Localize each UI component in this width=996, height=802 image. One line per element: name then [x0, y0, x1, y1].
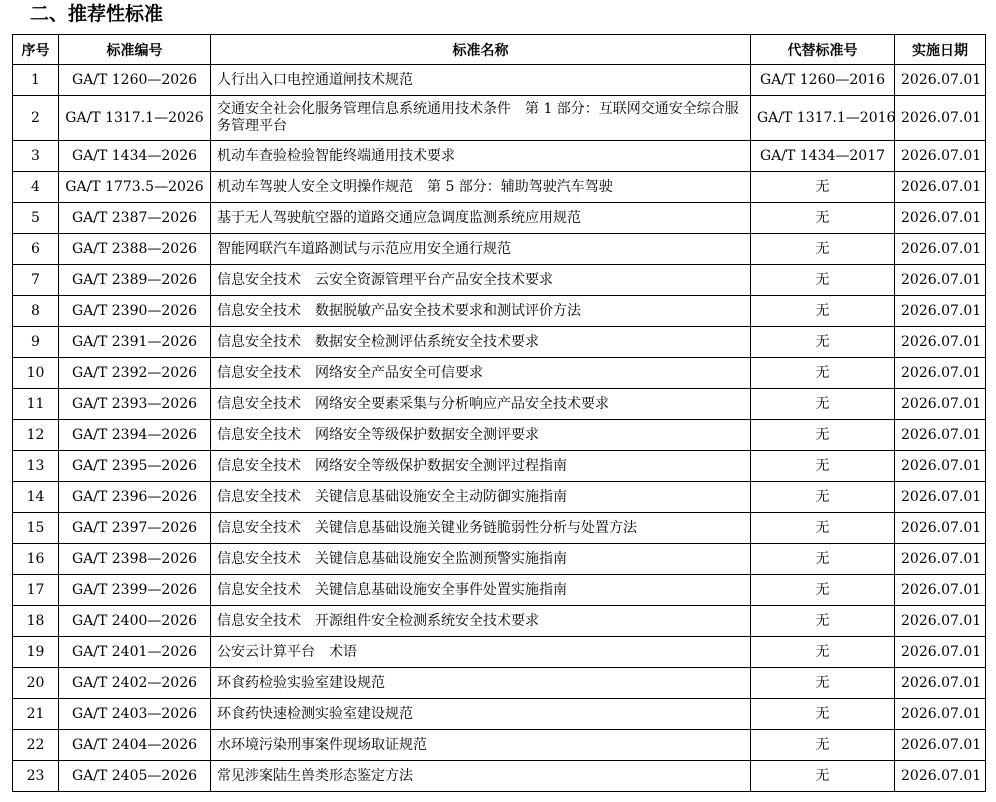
cell-date: 2026.07.01: [895, 544, 986, 575]
cell-replaces: 无: [751, 234, 895, 265]
cell-code: GA/T 1434—2026: [59, 141, 211, 172]
cell-name: 基于无人驾驶航空器的道路交通应急调度监测系统应用规范: [211, 203, 751, 234]
table-row: [13, 358, 986, 389]
cell-code: GA/T 2400—2026: [59, 606, 211, 637]
cell-date: 2026.07.01: [895, 575, 986, 606]
cell-date: 2026.07.01: [895, 358, 986, 389]
cell-date: 2026.07.01: [895, 513, 986, 544]
cell-replaces: 无: [751, 327, 895, 358]
cell-no: 10: [13, 358, 59, 389]
cell-date: 2026.07.01: [895, 327, 986, 358]
table-row: [13, 544, 986, 575]
cell-date: 2026.07.01: [895, 203, 986, 234]
cell-replaces: 无: [751, 451, 895, 482]
table-row: [13, 65, 986, 96]
cell-date: 2026.07.01: [895, 265, 986, 296]
cell-name: 信息安全技术 云安全资源管理平台产品安全技术要求: [211, 265, 751, 296]
table-row: [13, 96, 986, 141]
cell-date: 2026.07.01: [895, 420, 986, 451]
cell-replaces: GA/T 1434—2017: [751, 141, 895, 172]
cell-date: 2026.07.01: [895, 172, 986, 203]
cell-name: 环食药检验实验室建设规范: [211, 668, 751, 699]
cell-replaces: 无: [751, 637, 895, 668]
cell-no: 5: [13, 203, 59, 234]
table-row: [13, 172, 986, 203]
cell-replaces: 无: [751, 606, 895, 637]
cell-replaces: 无: [751, 296, 895, 327]
header-no: 序号: [13, 35, 59, 65]
table-row: [13, 575, 986, 606]
cell-no: 11: [13, 389, 59, 420]
cell-date: 2026.07.01: [895, 141, 986, 172]
cell-code: GA/T 2392—2026: [59, 358, 211, 389]
cell-name: 人行出入口电控通道闸技术规范: [211, 65, 751, 96]
cell-no: 20: [13, 668, 59, 699]
cell-replaces: GA/T 1317.1—2016: [751, 96, 895, 141]
cell-code: GA/T 1260—2026: [59, 65, 211, 96]
table-row: [13, 699, 986, 730]
cell-date: 2026.07.01: [895, 389, 986, 420]
standards-table: [12, 34, 986, 792]
cell-replaces: 无: [751, 482, 895, 513]
table-row: [13, 761, 986, 792]
table-row: [13, 730, 986, 761]
cell-name: 公安云计算平台 术语: [211, 637, 751, 668]
cell-code: GA/T 1317.1—2026: [59, 96, 211, 141]
cell-no: 1: [13, 65, 59, 96]
cell-no: 6: [13, 234, 59, 265]
cell-name: 信息安全技术 数据安全检测评估系统安全技术要求: [211, 327, 751, 358]
cell-date: 2026.07.01: [895, 668, 986, 699]
cell-replaces: 无: [751, 699, 895, 730]
cell-date: 2026.07.01: [895, 296, 986, 327]
cell-code: GA/T 2403—2026: [59, 699, 211, 730]
cell-name: 信息安全技术 网络安全等级保护数据安全测评要求: [211, 420, 751, 451]
table-row: [13, 141, 986, 172]
cell-code: GA/T 1773.5—2026: [59, 172, 211, 203]
cell-name: 交通安全社会化服务管理信息系统通用技术条件 第 1 部分：互联网交通安全综合服务管理平台: [211, 96, 751, 141]
cell-no: 22: [13, 730, 59, 761]
cell-name: 机动车查验检验智能终端通用技术要求: [211, 141, 751, 172]
cell-no: 13: [13, 451, 59, 482]
cell-name: 信息安全技术 网络安全等级保护数据安全测评过程指南: [211, 451, 751, 482]
table-body: [13, 65, 986, 792]
cell-code: GA/T 2399—2026: [59, 575, 211, 606]
cell-code: GA/T 2391—2026: [59, 327, 211, 358]
cell-no: 23: [13, 761, 59, 792]
cell-no: 3: [13, 141, 59, 172]
cell-no: 18: [13, 606, 59, 637]
cell-name: 信息安全技术 网络安全产品安全可信要求: [211, 358, 751, 389]
table-row: [13, 668, 986, 699]
cell-replaces: 无: [751, 358, 895, 389]
cell-name: 信息安全技术 关键信息基础设施安全监测预警实施指南: [211, 544, 751, 575]
cell-replaces: 无: [751, 513, 895, 544]
cell-code: GA/T 2393—2026: [59, 389, 211, 420]
cell-date: 2026.07.01: [895, 761, 986, 792]
cell-replaces: 无: [751, 575, 895, 606]
table-row: [13, 451, 986, 482]
cell-replaces: 无: [751, 761, 895, 792]
cell-replaces: 无: [751, 203, 895, 234]
cell-code: GA/T 2390—2026: [59, 296, 211, 327]
cell-code: GA/T 2405—2026: [59, 761, 211, 792]
cell-replaces: 无: [751, 544, 895, 575]
cell-code: GA/T 2398—2026: [59, 544, 211, 575]
cell-name: 信息安全技术 网络安全要素采集与分析响应产品安全技术要求: [211, 389, 751, 420]
cell-no: 8: [13, 296, 59, 327]
cell-name: 信息安全技术 关键信息基础设施关键业务链脆弱性分析与处置方法: [211, 513, 751, 544]
cell-code: GA/T 2388—2026: [59, 234, 211, 265]
table-row: [13, 327, 986, 358]
header-replaces: 代替标准号: [751, 35, 895, 65]
cell-name: 智能网联汽车道路测试与示范应用安全通行规范: [211, 234, 751, 265]
cell-replaces: 无: [751, 172, 895, 203]
cell-replaces: 无: [751, 668, 895, 699]
cell-date: 2026.07.01: [895, 451, 986, 482]
cell-replaces: 无: [751, 389, 895, 420]
cell-name: 信息安全技术 关键信息基础设施安全事件处置实施指南: [211, 575, 751, 606]
cell-no: 2: [13, 96, 59, 141]
table-row: [13, 265, 986, 296]
cell-code: GA/T 2401—2026: [59, 637, 211, 668]
cell-replaces: 无: [751, 730, 895, 761]
cell-replaces: GA/T 1260—2016: [751, 65, 895, 96]
cell-name: 环食药快速检测实验室建设规范: [211, 699, 751, 730]
cell-name: 常见涉案陆生兽类形态鉴定方法: [211, 761, 751, 792]
table-row: [13, 482, 986, 513]
cell-date: 2026.07.01: [895, 65, 986, 96]
cell-replaces: 无: [751, 420, 895, 451]
cell-code: GA/T 2396—2026: [59, 482, 211, 513]
cell-no: 19: [13, 637, 59, 668]
table-row: [13, 513, 986, 544]
header-code: 标准编号: [59, 35, 211, 65]
cell-no: 14: [13, 482, 59, 513]
cell-code: GA/T 2404—2026: [59, 730, 211, 761]
cell-no: 15: [13, 513, 59, 544]
table-row: [13, 296, 986, 327]
cell-date: 2026.07.01: [895, 96, 986, 141]
cell-name: 信息安全技术 关键信息基础设施安全主动防御实施指南: [211, 482, 751, 513]
section-title: 二、推荐性标准: [30, 3, 164, 25]
cell-no: 4: [13, 172, 59, 203]
cell-code: GA/T 2397—2026: [59, 513, 211, 544]
cell-no: 21: [13, 699, 59, 730]
cell-replaces: 无: [751, 265, 895, 296]
cell-code: GA/T 2395—2026: [59, 451, 211, 482]
table-row: [13, 389, 986, 420]
cell-date: 2026.07.01: [895, 606, 986, 637]
table-row: [13, 637, 986, 668]
cell-code: GA/T 2389—2026: [59, 265, 211, 296]
cell-code: GA/T 2402—2026: [59, 668, 211, 699]
cell-no: 12: [13, 420, 59, 451]
header-date: 实施日期: [895, 35, 986, 65]
cell-date: 2026.07.01: [895, 730, 986, 761]
table-row: [13, 420, 986, 451]
cell-date: 2026.07.01: [895, 637, 986, 668]
cell-date: 2026.07.01: [895, 699, 986, 730]
cell-code: GA/T 2387—2026: [59, 203, 211, 234]
cell-name: 信息安全技术 开源组件安全检测系统安全技术要求: [211, 606, 751, 637]
header-name: 标准名称: [211, 35, 751, 65]
table-row: [13, 234, 986, 265]
cell-no: 7: [13, 265, 59, 296]
cell-code: GA/T 2394—2026: [59, 420, 211, 451]
cell-date: 2026.07.01: [895, 234, 986, 265]
table-header-row: [13, 35, 986, 65]
cell-no: 16: [13, 544, 59, 575]
table-row: [13, 606, 986, 637]
cell-date: 2026.07.01: [895, 482, 986, 513]
cell-no: 17: [13, 575, 59, 606]
cell-name: 水环境污染刑事案件现场取证规范: [211, 730, 751, 761]
cell-no: 9: [13, 327, 59, 358]
cell-name: 机动车驾驶人安全文明操作规范 第 5 部分：辅助驾驶汽车驾驶: [211, 172, 751, 203]
cell-name: 信息安全技术 数据脱敏产品安全技术要求和测试评价方法: [211, 296, 751, 327]
table-row: [13, 203, 986, 234]
